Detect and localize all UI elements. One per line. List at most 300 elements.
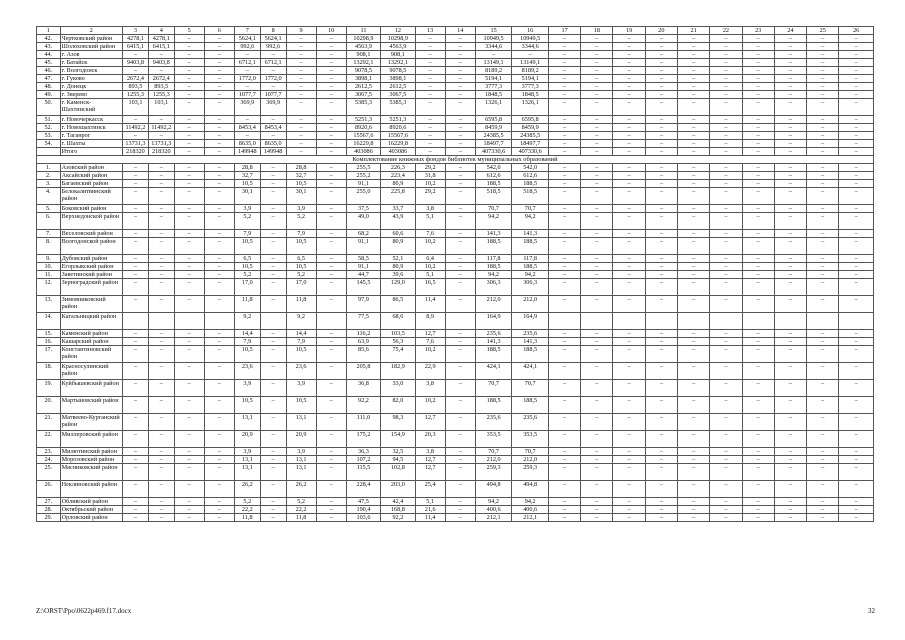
cell-col-6: – xyxy=(204,59,234,67)
cell-col-25: – xyxy=(807,338,839,346)
cell-col-20: – xyxy=(645,431,677,448)
cell-col-15: 306,3 xyxy=(475,279,512,296)
cell-col-15: 8189,2 xyxy=(475,67,512,75)
row-name: Заветинский район xyxy=(60,271,122,279)
column-number-row xyxy=(37,27,874,35)
cell-col-20: – xyxy=(645,338,677,346)
cell-col-14: – xyxy=(445,99,475,116)
table-body xyxy=(37,27,874,522)
cell-col-26: – xyxy=(839,464,874,481)
cell-col-25: – xyxy=(807,397,839,414)
cell-col-19: – xyxy=(613,448,645,456)
cell-col-4: – xyxy=(148,51,174,59)
cell-col-26: – xyxy=(839,414,874,431)
table-row xyxy=(37,431,874,448)
cell-col-21: – xyxy=(678,140,710,148)
cell-col-7: 32,7 xyxy=(234,172,260,180)
cell-col-9: 3,9 xyxy=(286,380,316,397)
cell-col-11: 403086 xyxy=(346,148,380,156)
cell-col-14: – xyxy=(445,213,475,230)
cell-col-19: – xyxy=(613,230,645,238)
cell-col-11: 145,5 xyxy=(346,279,380,296)
cell-col-12: 39,6 xyxy=(381,271,415,279)
cell-col-15: 494,8 xyxy=(475,481,512,498)
cell-col-24: – xyxy=(774,91,806,99)
cell-col-21: – xyxy=(678,51,710,59)
row-number xyxy=(37,148,61,156)
cell-col-25: – xyxy=(807,230,839,238)
cell-col-25: – xyxy=(807,83,839,91)
cell-col-24: – xyxy=(774,67,806,75)
table-row xyxy=(37,330,874,338)
cell-col-19: – xyxy=(613,263,645,271)
cell-col-8: 8453,4 xyxy=(260,124,286,132)
cell-col-20: – xyxy=(645,35,677,43)
cell-col-15: 141,3 xyxy=(475,338,512,346)
cell-col-18: – xyxy=(581,51,613,59)
cell-col-25: – xyxy=(807,35,839,43)
cell-col-24: – xyxy=(774,296,806,313)
row-number: 44. xyxy=(37,51,61,59)
cell-col-11: 255,0 xyxy=(346,188,380,205)
row-name: г. Гуково xyxy=(60,75,122,83)
cell-col-8: – xyxy=(260,279,286,296)
cell-col-24: – xyxy=(774,213,806,230)
cell-col-9: – xyxy=(286,51,316,59)
cell-col-5: – xyxy=(174,481,204,498)
cell-col-18: – xyxy=(581,172,613,180)
cell-col-10: – xyxy=(316,456,346,464)
cell-col-11: 47,5 xyxy=(346,498,380,506)
cell-col-18: – xyxy=(581,330,613,338)
row-name: Морозовский район xyxy=(60,456,122,464)
cell-col-15: 235,6 xyxy=(475,414,512,431)
cell-col-26: – xyxy=(839,99,874,116)
cell-col-6: – xyxy=(204,116,234,124)
cell-col-18: – xyxy=(581,35,613,43)
cell-col-26: – xyxy=(839,180,874,188)
cell-col-26: – xyxy=(839,380,874,397)
row-name: Багаевский район xyxy=(60,180,122,188)
cell-col-9: 7,9 xyxy=(286,230,316,238)
cell-col-21: – xyxy=(678,83,710,91)
cell-col-24: – xyxy=(774,263,806,271)
cell-col-22: – xyxy=(710,498,742,506)
cell-col-10: – xyxy=(316,230,346,238)
cell-col-16: 70,7 xyxy=(512,448,549,456)
table-row xyxy=(37,506,874,514)
cell-col-21: – xyxy=(678,397,710,414)
cell-col-24: – xyxy=(774,279,806,296)
row-name: Волгодонской район xyxy=(60,238,122,255)
cell-col-7: – xyxy=(234,116,260,124)
cell-col-13: 31,8 xyxy=(415,172,445,180)
cell-col-22: – xyxy=(710,456,742,464)
cell-col-10: – xyxy=(316,506,346,514)
cell-col-17: – xyxy=(548,481,580,498)
cell-col-7: – xyxy=(234,51,260,59)
row-number: 26. xyxy=(37,481,61,498)
cell-col-25: – xyxy=(807,296,839,313)
cell-col-8: – xyxy=(260,116,286,124)
cell-col-16: 212,1 xyxy=(512,514,549,522)
cell-col-18: – xyxy=(581,380,613,397)
cell-col-6: – xyxy=(204,271,234,279)
cell-col-13: 12,7 xyxy=(415,456,445,464)
cell-col-21: – xyxy=(678,238,710,255)
cell-col-21: – xyxy=(678,43,710,51)
cell-col-9: – xyxy=(286,75,316,83)
cell-col-15: 24385,5 xyxy=(475,132,512,140)
cell-col-10: – xyxy=(316,116,346,124)
cell-col-15: 70,7 xyxy=(475,448,512,456)
cell-col-6: – xyxy=(204,363,234,380)
cell-col-3: – xyxy=(123,172,149,180)
cell-col-3: – xyxy=(123,180,149,188)
cell-col-19: – xyxy=(613,363,645,380)
table-row xyxy=(37,164,874,172)
cell-col-21: – xyxy=(678,99,710,116)
cell-col-10: – xyxy=(316,481,346,498)
cell-col-24: – xyxy=(774,140,806,148)
cell-col-6: – xyxy=(204,35,234,43)
cell-col-7: 9,2 xyxy=(234,313,260,330)
cell-col-7: 28,8 xyxy=(234,164,260,172)
cell-col-14: – xyxy=(445,263,475,271)
cell-col-22: – xyxy=(710,213,742,230)
cell-col-25: – xyxy=(807,506,839,514)
cell-col-23: – xyxy=(742,59,774,67)
cell-col-10: – xyxy=(316,51,346,59)
cell-col-19: – xyxy=(613,514,645,522)
cell-col-7: 3,9 xyxy=(234,448,260,456)
table-row xyxy=(37,180,874,188)
cell-col-19: – xyxy=(613,43,645,51)
cell-col-20: – xyxy=(645,498,677,506)
cell-col-22: – xyxy=(710,464,742,481)
cell-col-5: – xyxy=(174,99,204,116)
cell-col-4: – xyxy=(148,180,174,188)
cell-col-11: 4563,9 xyxy=(346,43,380,51)
cell-col-13: 10,2 xyxy=(415,180,445,188)
cell-col-25: – xyxy=(807,43,839,51)
cell-col-7: 6712,1 xyxy=(234,59,260,67)
cell-col-16: 141,3 xyxy=(512,230,549,238)
cell-col-17: – xyxy=(548,164,580,172)
cell-col-25: – xyxy=(807,456,839,464)
cell-col-17: – xyxy=(548,83,580,91)
cell-col-14: – xyxy=(445,59,475,67)
row-number: 29. xyxy=(37,514,61,522)
cell-col-4: 4278,1 xyxy=(148,35,174,43)
cell-col-21 xyxy=(678,313,710,330)
cell-col-19: – xyxy=(613,83,645,91)
cell-col-6: – xyxy=(204,338,234,346)
cell-col-20: – xyxy=(645,148,677,156)
cell-col-23: – xyxy=(742,380,774,397)
cell-col-4: – xyxy=(148,213,174,230)
cell-col-8: – xyxy=(260,271,286,279)
cell-col-19: – xyxy=(613,255,645,263)
cell-col-12: 226,3 xyxy=(381,164,415,172)
cell-col-15: 94,2 xyxy=(475,498,512,506)
cell-col-3: 218320 xyxy=(123,148,149,156)
cell-col-24: – xyxy=(774,464,806,481)
cell-col-5: – xyxy=(174,363,204,380)
cell-col-9: – xyxy=(286,99,316,116)
cell-col-24: – xyxy=(774,172,806,180)
row-number: 1. xyxy=(37,164,61,172)
cell-col-22: – xyxy=(710,51,742,59)
cell-col-3: – xyxy=(123,213,149,230)
cell-col-21: – xyxy=(678,180,710,188)
cell-col-7: 369,9 xyxy=(234,99,260,116)
column-number: 23 xyxy=(742,27,774,35)
cell-col-21: – xyxy=(678,431,710,448)
row-number: 54. xyxy=(37,140,61,148)
cell-col-20: – xyxy=(645,124,677,132)
cell-col-23: – xyxy=(742,43,774,51)
cell-col-17: – xyxy=(548,230,580,238)
cell-col-21: – xyxy=(678,116,710,124)
cell-col-15: 188,5 xyxy=(475,180,512,188)
cell-col-13: 20,3 xyxy=(415,431,445,448)
cell-col-6: – xyxy=(204,346,234,363)
row-name: Веселовский район xyxy=(60,230,122,238)
cell-col-7: 13,1 xyxy=(234,464,260,481)
cell-col-24: – xyxy=(774,230,806,238)
cell-col-6 xyxy=(204,313,234,330)
row-name: Милютинский район xyxy=(60,448,122,456)
column-number: 26 xyxy=(839,27,874,35)
cell-col-11: 255,5 xyxy=(346,164,380,172)
cell-col-16: – xyxy=(512,51,549,59)
cell-col-24: – xyxy=(774,380,806,397)
cell-col-14: – xyxy=(445,464,475,481)
cell-col-5: – xyxy=(174,448,204,456)
cell-col-19: – xyxy=(613,397,645,414)
cell-col-12: 43,9 xyxy=(381,213,415,230)
cell-col-13: – xyxy=(415,75,445,83)
cell-col-20: – xyxy=(645,397,677,414)
cell-col-23: – xyxy=(742,75,774,83)
cell-col-26: – xyxy=(839,431,874,448)
cell-col-7: 5,2 xyxy=(234,271,260,279)
cell-col-23: – xyxy=(742,431,774,448)
cell-col-24: – xyxy=(774,59,806,67)
cell-col-4: – xyxy=(148,164,174,172)
cell-col-26: – xyxy=(839,338,874,346)
cell-col-14 xyxy=(445,313,475,330)
cell-col-19: – xyxy=(613,279,645,296)
cell-col-22: – xyxy=(710,132,742,140)
cell-col-12: 80,9 xyxy=(381,238,415,255)
cell-col-25: – xyxy=(807,498,839,506)
cell-col-22: – xyxy=(710,363,742,380)
cell-col-17: – xyxy=(548,346,580,363)
cell-col-17: – xyxy=(548,99,580,116)
cell-col-5: – xyxy=(174,346,204,363)
cell-col-14: – xyxy=(445,140,475,148)
cell-col-16: 94,2 xyxy=(512,498,549,506)
row-name: г. Таганрог xyxy=(60,132,122,140)
table-row xyxy=(37,464,874,481)
row-name: г. Батайск xyxy=(60,59,122,67)
cell-col-18: – xyxy=(581,397,613,414)
cell-col-18: – xyxy=(581,67,613,75)
row-number: 20. xyxy=(37,397,61,414)
cell-col-3: 4278,1 xyxy=(123,35,149,43)
cell-col-13: – xyxy=(415,91,445,99)
cell-col-6: – xyxy=(204,255,234,263)
cell-col-15: 612,6 xyxy=(475,172,512,180)
cell-col-8: – xyxy=(260,255,286,263)
cell-col-15: 259,3 xyxy=(475,464,512,481)
cell-col-7: 10,5 xyxy=(234,346,260,363)
cell-col-12: 10298,9 xyxy=(381,35,415,43)
cell-col-11: 36,8 xyxy=(346,380,380,397)
cell-col-9: – xyxy=(286,35,316,43)
row-number: 50. xyxy=(37,99,61,116)
cell-col-23: – xyxy=(742,164,774,172)
cell-col-26: – xyxy=(839,205,874,213)
cell-col-13: – xyxy=(415,116,445,124)
cell-col-13: 29,2 xyxy=(415,164,445,172)
cell-col-16: 13149,1 xyxy=(512,59,549,67)
cell-col-22: – xyxy=(710,124,742,132)
row-number: 51. xyxy=(37,116,61,124)
cell-col-5: – xyxy=(174,124,204,132)
cell-col-13: 3,8 xyxy=(415,380,445,397)
cell-col-18: – xyxy=(581,43,613,51)
cell-col-17: – xyxy=(548,205,580,213)
cell-col-18: – xyxy=(581,205,613,213)
cell-col-4: – xyxy=(148,205,174,213)
table-row xyxy=(37,132,874,140)
cell-col-21: – xyxy=(678,172,710,180)
cell-col-22: – xyxy=(710,414,742,431)
cell-col-7: 3,9 xyxy=(234,380,260,397)
cell-col-3: 6415,1 xyxy=(123,43,149,51)
cell-col-8: – xyxy=(260,132,286,140)
cell-col-9: 14,4 xyxy=(286,330,316,338)
cell-col-16: 117,8 xyxy=(512,255,549,263)
cell-col-23: – xyxy=(742,498,774,506)
cell-col-18: – xyxy=(581,346,613,363)
row-name: Итого xyxy=(60,148,122,156)
cell-col-10: – xyxy=(316,431,346,448)
cell-col-7: – xyxy=(234,132,260,140)
cell-col-8: – xyxy=(260,188,286,205)
cell-col-24: – xyxy=(774,35,806,43)
cell-col-11: 908,1 xyxy=(346,51,380,59)
column-number: 4 xyxy=(148,27,174,35)
cell-col-14: – xyxy=(445,481,475,498)
cell-col-13: – xyxy=(415,148,445,156)
cell-col-26: – xyxy=(839,172,874,180)
cell-col-14: – xyxy=(445,230,475,238)
cell-col-15: 212,0 xyxy=(475,296,512,313)
cell-col-4: – xyxy=(148,172,174,180)
cell-col-17: – xyxy=(548,456,580,464)
cell-col-14: – xyxy=(445,164,475,172)
cell-col-15: 542,0 xyxy=(475,164,512,172)
cell-col-6: – xyxy=(204,75,234,83)
cell-col-15: 3777,3 xyxy=(475,83,512,91)
cell-col-3: – xyxy=(123,51,149,59)
cell-col-18: – xyxy=(581,338,613,346)
cell-col-15: 13149,1 xyxy=(475,59,512,67)
cell-col-10: – xyxy=(316,124,346,132)
cell-col-16: 5194,1 xyxy=(512,75,549,83)
cell-col-19: – xyxy=(613,213,645,230)
row-number: 22. xyxy=(37,431,61,448)
cell-col-3: – xyxy=(123,498,149,506)
cell-col-8: – xyxy=(260,263,286,271)
cell-col-15: 188,5 xyxy=(475,238,512,255)
cell-col-25 xyxy=(807,313,839,330)
cell-col-25: – xyxy=(807,213,839,230)
table-row xyxy=(37,99,874,116)
cell-col-3: – xyxy=(123,67,149,75)
table-row xyxy=(37,75,874,83)
cell-col-16: 353,5 xyxy=(512,431,549,448)
cell-col-7: 8453,4 xyxy=(234,124,260,132)
cell-col-4: 11492,2 xyxy=(148,124,174,132)
cell-col-25: – xyxy=(807,205,839,213)
cell-col-23: – xyxy=(742,263,774,271)
cell-col-7: 5,2 xyxy=(234,498,260,506)
cell-col-21: – xyxy=(678,363,710,380)
cell-col-14: – xyxy=(445,148,475,156)
cell-col-5: – xyxy=(174,75,204,83)
cell-col-3: – xyxy=(123,255,149,263)
cell-col-24: – xyxy=(774,148,806,156)
cell-col-6: – xyxy=(204,448,234,456)
cell-col-4: – xyxy=(148,346,174,363)
cell-col-19: – xyxy=(613,330,645,338)
cell-col-23: – xyxy=(742,124,774,132)
cell-col-14: – xyxy=(445,330,475,338)
cell-col-9: 13,1 xyxy=(286,456,316,464)
cell-col-17: – xyxy=(548,363,580,380)
cell-col-8: 369,9 xyxy=(260,99,286,116)
cell-col-4: – xyxy=(148,132,174,140)
cell-col-17: – xyxy=(548,43,580,51)
cell-col-7: 10,5 xyxy=(234,263,260,271)
cell-col-25: – xyxy=(807,59,839,67)
cell-col-21: – xyxy=(678,506,710,514)
cell-col-21: – xyxy=(678,132,710,140)
cell-col-17: – xyxy=(548,67,580,75)
cell-col-5: – xyxy=(174,148,204,156)
cell-col-17: – xyxy=(548,338,580,346)
cell-col-7: 992,6 xyxy=(234,43,260,51)
file-path: Z:\ORST\Ppo\0622p469.f17.docx xyxy=(36,607,132,615)
cell-col-23: – xyxy=(742,271,774,279)
cell-col-26: – xyxy=(839,255,874,263)
cell-col-25: – xyxy=(807,380,839,397)
cell-col-9: 11,8 xyxy=(286,296,316,313)
cell-col-5: – xyxy=(174,230,204,238)
cell-col-22: – xyxy=(710,43,742,51)
row-name: г. Волгодонск xyxy=(60,67,122,75)
cell-col-9: 13,1 xyxy=(286,414,316,431)
cell-col-7: 13,1 xyxy=(234,456,260,464)
cell-col-23: – xyxy=(742,279,774,296)
cell-col-17: – xyxy=(548,263,580,271)
cell-col-17: – xyxy=(548,498,580,506)
